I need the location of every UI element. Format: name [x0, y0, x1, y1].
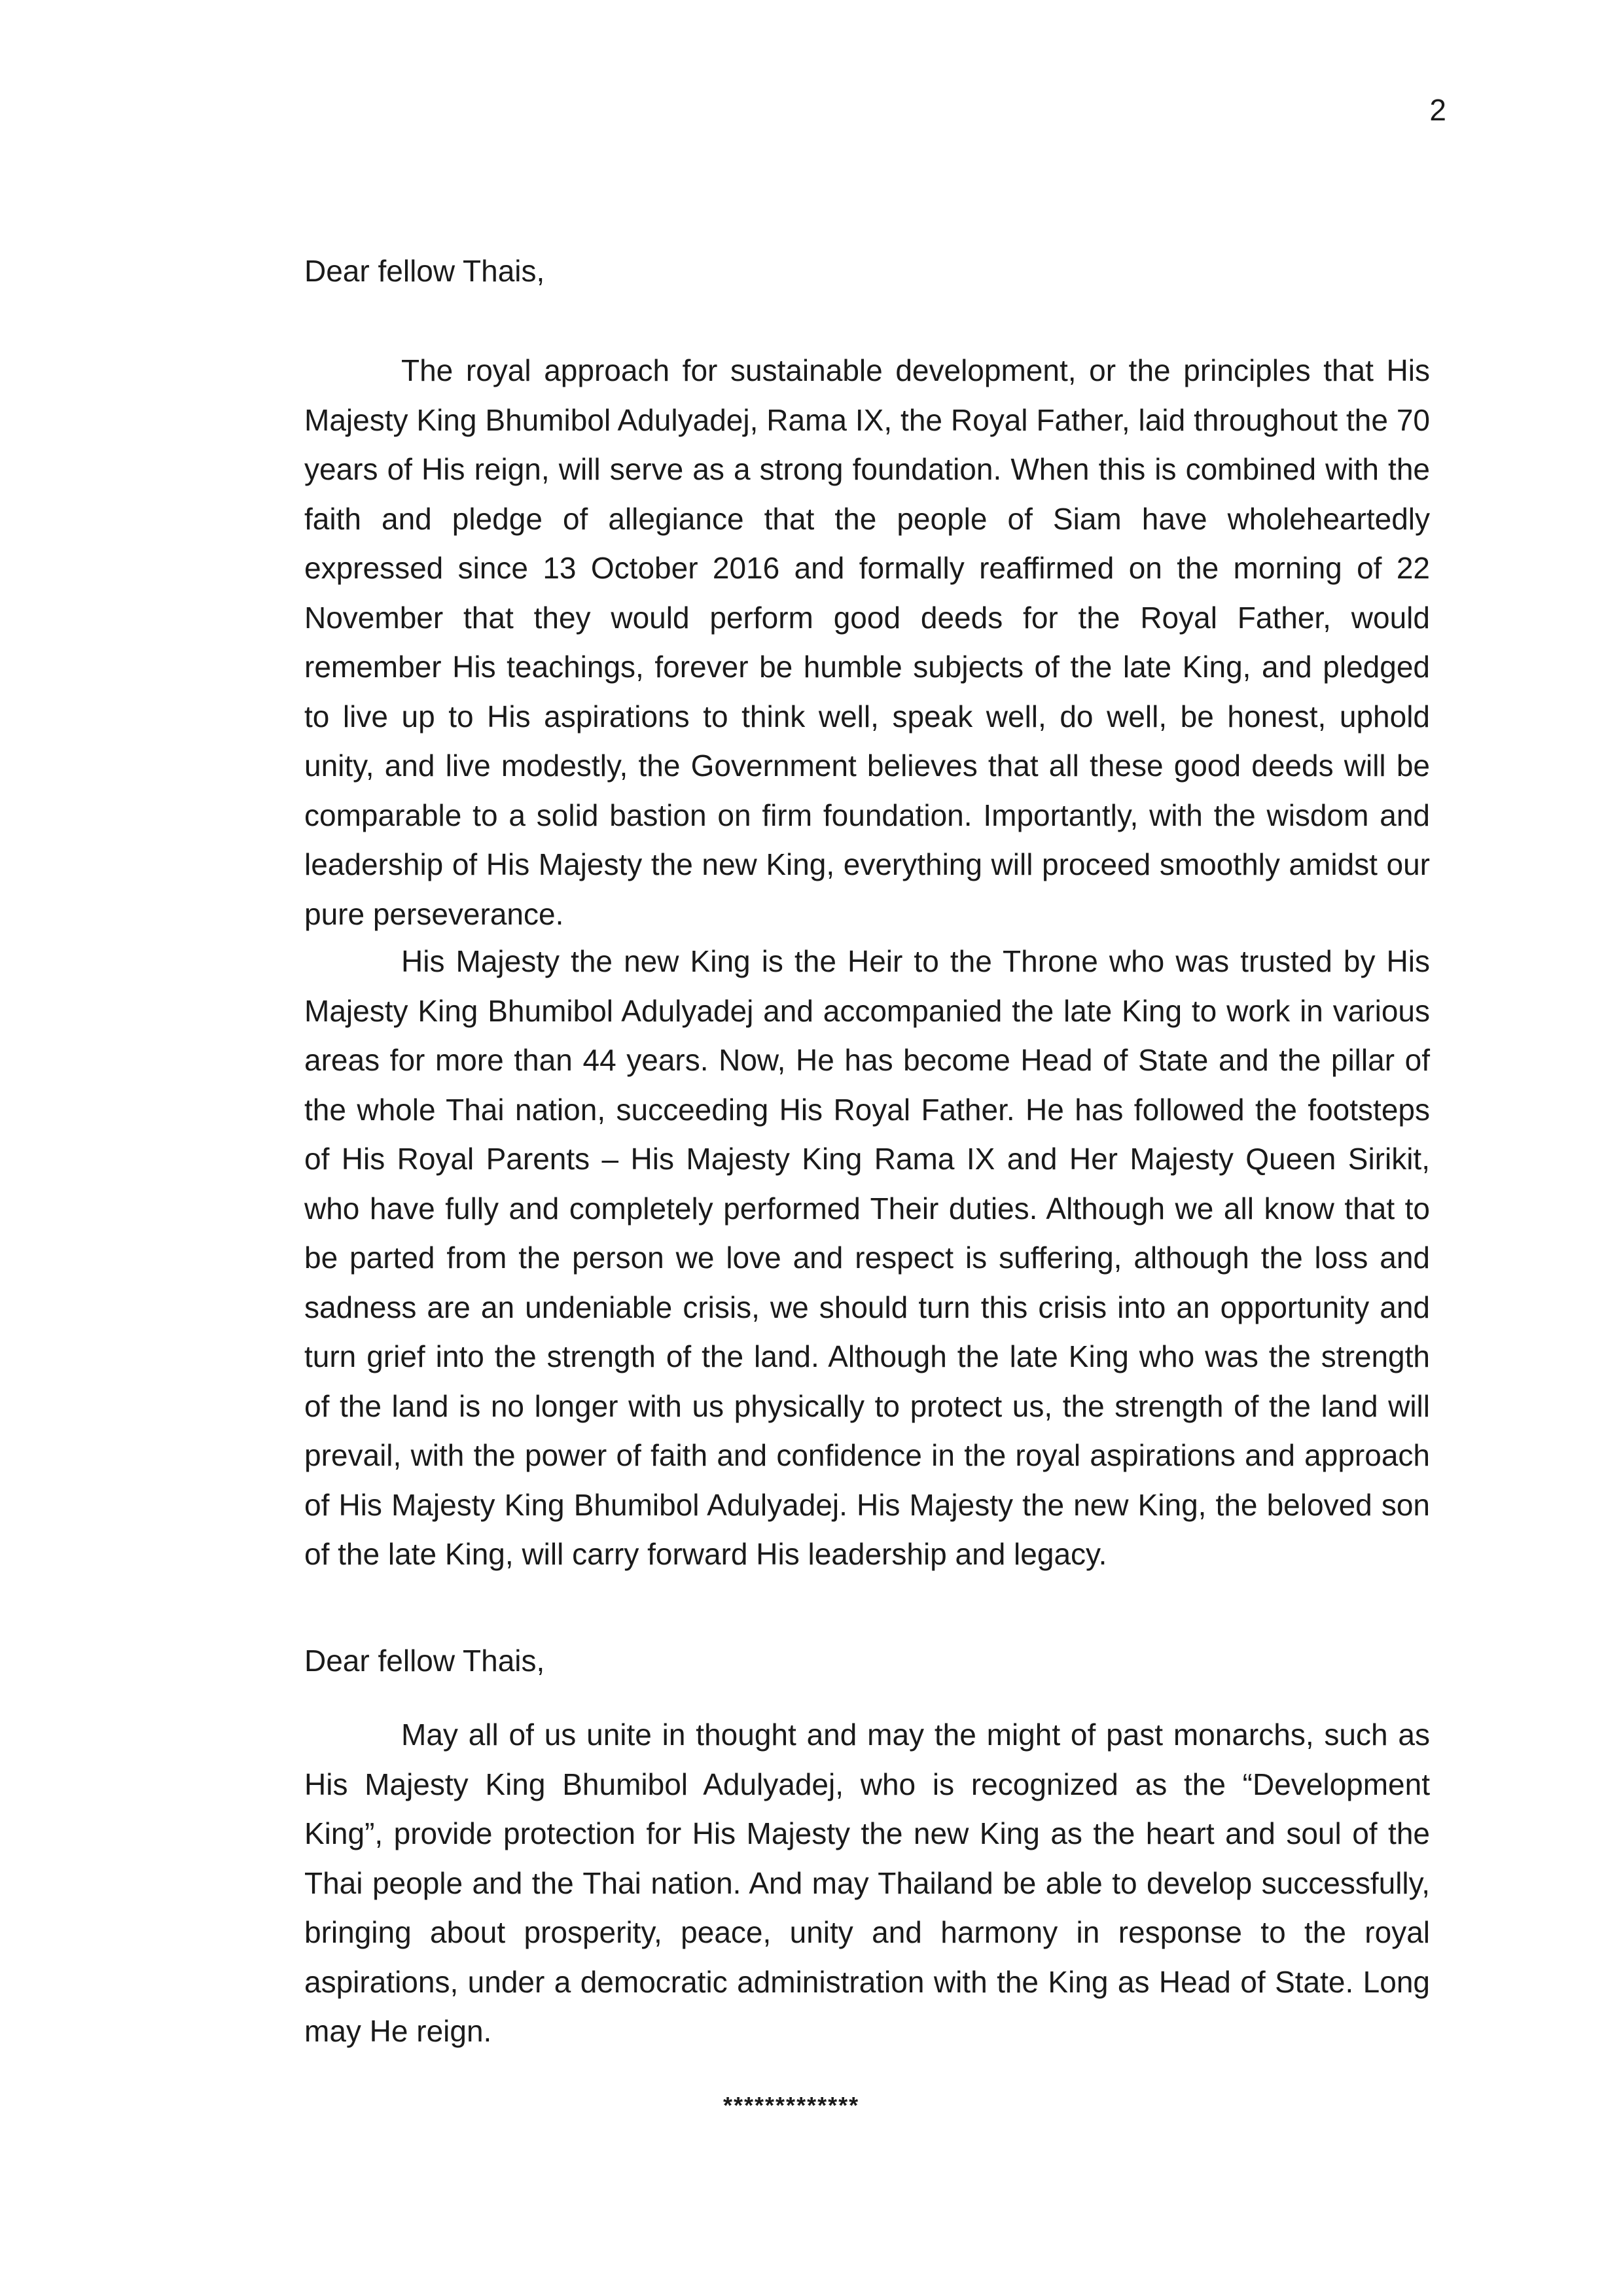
paragraph-closing-wish: May all of us unite in thought and may the might of past monarchs, such as His Majesty King Bhumibol Adulyadej, who is recognized as the “Development King”, provide protection for His Majesty the new King as the heart and soul of the Thai people and the Thai nation. And may Thailand be able to develop successfully, bringing about prosperity, peace, unity and harmony in response to the royal aspirations, under a democratic administration with the King as Head of State. Long may He reign.: [304, 1718, 1430, 2048]
end-of-document-mark: *************: [723, 2092, 860, 2119]
paragraph-royal-approach: The royal approach for sustainable development, or the principles that His Majesty King Bhumibol Adulyadej, Rama IX, the Royal Father, laid throughout the 70 years of His reign, will serve as a strong foundation. When this is combined with the faith and pledge of allegiance that the people of Siam have wholeheartedly expressed since 13 October 2016 and formally reaffirmed on the morning of 22 November that they would perform good deeds for the Royal Father, would remember His teachings, forever be humble subjects of the late King, and pledged to live up to His aspirations to think well, speak well, do well, be honest, uphold unity, and live modestly, the Government believes that all these good deeds will be comparable to a solid bastion on firm foundation. Importantly, with the wisdom and leadership of His Majesty the new King, everything will proceed smoothly amidst our pure perseverance.: [304, 353, 1430, 931]
page-number: 2: [1429, 93, 1446, 127]
paragraph-new-king: His Majesty the new King is the Heir to the Throne who was trusted by His Majesty King Bhumibol Adulyadej and accompanied the late King to work in various areas for more than 44 years. Now, He has become Head of State and the pillar of the whole Thai nation, succeeding His Royal Father. He has followed the footsteps of His Royal Parents – His Majesty King Rama IX and Her Majesty Queen Sirikit, who have fully and completely performed Their duties. Although we all know that to be parted from the person we love and respect is suffering, although the loss and sadness are an undeniable crisis, we should turn this crisis into an opportunity and turn grief into the strength of the land. Although the late King who was the strength of the land is no longer with us physically to protect us, the strength of the land will prevail, with the power of faith and confidence in the royal aspirations and approach of His Majesty King Bhumibol Adulyadej. His Majesty the new King, the beloved son of the late King, will carry forward His leadership and legacy.: [304, 944, 1430, 1571]
salutation-second: Dear fellow Thais,: [304, 1644, 545, 1678]
salutation-first: Dear fellow Thais,: [304, 254, 545, 288]
